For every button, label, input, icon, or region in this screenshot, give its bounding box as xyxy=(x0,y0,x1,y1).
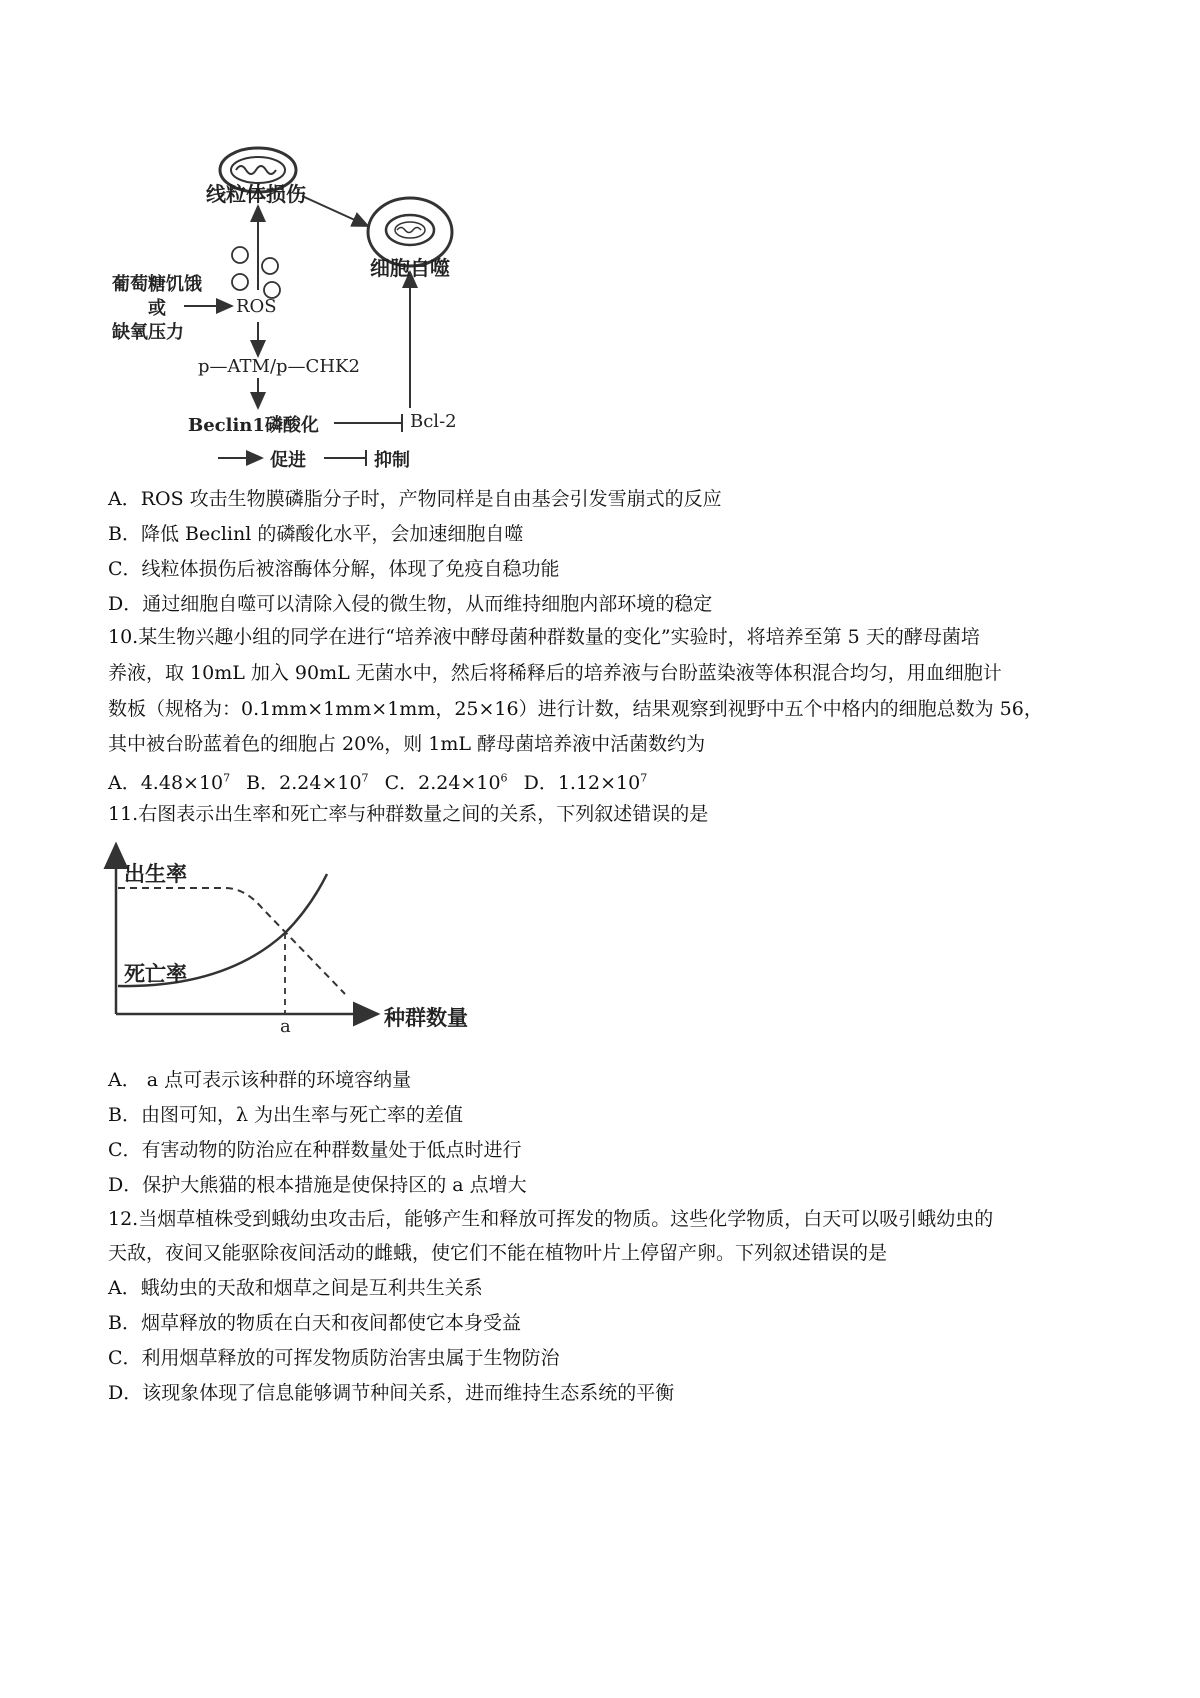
x-axis-label: 种群数量 xyxy=(384,1005,468,1030)
q11-option-b: B．由图可知，λ 为出生率与死亡率的差值 xyxy=(108,1104,464,1126)
q11-stem: 11.右图表示出生率和死亡率与种群数量之间的关系，下列叙述错误的是 xyxy=(108,803,709,825)
arrow-mito-to-autophagy xyxy=(302,196,368,226)
stress-label-2: 或 xyxy=(148,298,166,319)
q10-option-d: D．$1.12\times 10^7$ xyxy=(523,772,648,795)
mito-damage-label: 线粒体损伤 xyxy=(206,182,306,206)
q10-option-b: B．$2.24\times 10^7$ xyxy=(246,772,369,795)
q11-option-c: C．有害动物的防治应在种群数量处于低点时进行 xyxy=(108,1139,522,1161)
birth-rate-label: 出生率 xyxy=(124,861,187,886)
legend-inhibit-label: 抑制 xyxy=(374,450,410,471)
q9-option-b: B．降低 Beclinl 的磷酸化水平，会加速细胞自噬 xyxy=(108,523,524,545)
q12-option-b: B．烟草释放的物质在白天和夜间都使它本身受益 xyxy=(108,1312,521,1334)
stress-label-3: 缺氧压力 xyxy=(112,322,184,343)
stress-label-1: 葡萄糖饥饿 xyxy=(112,274,202,295)
q12-stem-line-1: 12.当烟草植株受到蛾幼虫攻击后，能够产生和释放可挥发的物质。这些化学物质，白天可以吸引蛾幼虫的 xyxy=(108,1208,994,1230)
q12-option-a: A．蛾幼虫的天敌和烟草之间是互利共生关系 xyxy=(108,1277,483,1299)
q10-option-a: A．$4.48\times 10^7$ xyxy=(108,772,231,795)
legend-promote-label: 促进 xyxy=(270,450,306,471)
atm-label: p—ATM/p—CHK2 xyxy=(198,356,360,377)
q10-stem-line-3: 数板（规格为：0.1mm×1mm×1mm，25×16）进行计数，结果观察到视野中五个中格内的细胞总数为 56， xyxy=(108,698,1043,720)
q12-stem-line-2: 天敌，夜间又能驱除夜间活动的雌蛾，使它们不能在植物叶片上停留产卵。下列叙述错误的是 xyxy=(108,1242,888,1264)
q10-option-c: C．$2.24\times 10^6$ xyxy=(384,772,508,795)
ros-radical-icons xyxy=(232,247,280,298)
q10-stem-line-4: 其中被台盼蓝着色的细胞占 20%，则 1mL 酵母菌培养液中活菌数约为 xyxy=(108,733,706,755)
q10-stem-line-2: 养液，取 10mL 加入 90mL 无菌水中，然后将稀释后的培养液与台盼蓝染液等体积混合均匀，用血细胞计 xyxy=(108,662,1002,684)
autophagy-label: 细胞自噬 xyxy=(370,256,450,280)
q9-option-d: D．通过细胞自噬可以清除入侵的微生物，从而维持细胞内部环境的稳定 xyxy=(108,593,713,615)
q10-options xyxy=(108,766,657,796)
q12-option-d: D．该现象体现了信息能够调节种间关系，进而维持生态系统的平衡 xyxy=(108,1382,675,1404)
beclin-label: Beclin1磷酸化 xyxy=(188,415,319,436)
point-a-label: a xyxy=(280,1016,291,1037)
q9-option-c: C．线粒体损伤后被溶酶体分解，体现了免疫自稳功能 xyxy=(108,558,560,580)
q11-option-d: D．保护大熊猫的根本措施是使保持区的 a 点增大 xyxy=(108,1174,527,1196)
q11-option-a: A． a 点可表示该种群的环境容纳量 xyxy=(108,1069,412,1091)
autophagy-pathway-diagram xyxy=(0,0,600,520)
q10-stem-line-1: 10.某生物兴趣小组的同学在进行“培养液中酵母菌种群数量的变化”实验时，将培养至第 5 天的酵母菌培 xyxy=(108,626,980,648)
death-rate-label: 死亡率 xyxy=(124,961,187,986)
q12-option-c: C．利用烟草释放的可挥发物质防治害虫属于生物防治 xyxy=(108,1347,560,1369)
bcl2-label: Bcl-2 xyxy=(410,411,457,432)
ros-label: ROS xyxy=(236,296,277,317)
q9-option-a: A．ROS 攻击生物膜磷脂分子时，产物同样是自由基会引发雪崩式的反应 xyxy=(108,488,722,510)
